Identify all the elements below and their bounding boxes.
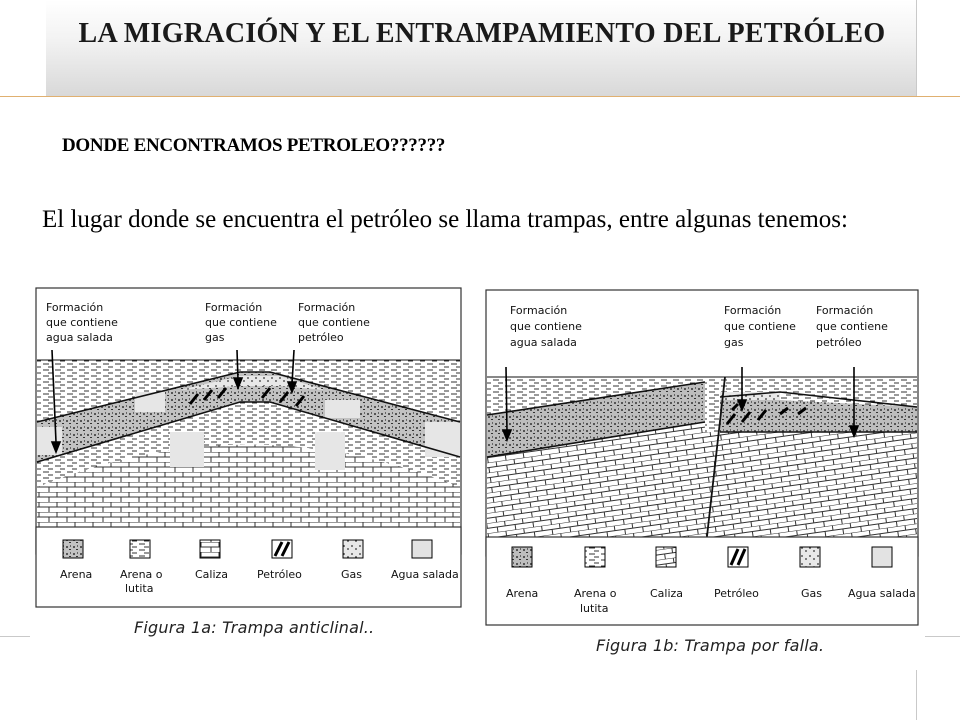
legend-label-salt-water: Agua salada (391, 568, 459, 581)
label-gas-line2: que contiene (205, 316, 277, 329)
label-water-line1: Formación (46, 301, 104, 314)
legend-label-salt-water: Agua salada (848, 587, 916, 600)
legend-label-gas: Gas (801, 587, 822, 600)
legend-swatch-gas (800, 547, 820, 567)
legend-label-sand: Arena (60, 568, 93, 581)
legend-swatch-limestone (200, 540, 220, 558)
label-oil-line1: Formación (816, 304, 874, 317)
legend-label-gas: Gas (341, 568, 362, 581)
page-title: LA MIGRACIÓN Y EL ENTRAMPAMIENTO DEL PETRÓLEO (78, 18, 886, 49)
legend-label-shale-1: Arena o (120, 568, 163, 581)
label-gas-line1: Formación (724, 304, 782, 317)
legend-label-oil: Petróleo (257, 568, 302, 581)
legend-label-limestone: Caliza (195, 568, 229, 581)
legend-swatch-salt-water (872, 547, 892, 567)
intro-paragraph: El lugar donde se encuentra el petróleo se llama trampas, entre algunas tenemos: (42, 206, 848, 233)
legend-swatch-shale (130, 540, 150, 558)
label-oil-line3: petróleo (298, 331, 344, 344)
legend-label-sand: Arena (506, 587, 539, 600)
bottom-left-line (0, 636, 30, 637)
legend-swatch-gas (343, 540, 363, 558)
figure-1a-caption: Figura 1a: Trampa anticlinal.. (134, 618, 375, 637)
legend-label-oil: Petróleo (714, 587, 759, 600)
legend-swatch-salt-water (412, 540, 432, 558)
label-gas-line3: gas (205, 331, 225, 344)
legend-swatch-oil (728, 547, 748, 567)
label-water-line2: que contiene (510, 320, 582, 333)
label-water-line3: agua salada (510, 336, 577, 349)
bottom-right-line (925, 636, 960, 637)
right-bottom-line (916, 670, 917, 720)
figure-anticline-trap (30, 272, 470, 640)
legend-swatch-oil (272, 540, 292, 558)
figure-fault-trap (480, 282, 925, 660)
title-rule (0, 96, 960, 97)
label-oil-line2: que contiene (298, 316, 370, 329)
legend-swatch-sand (63, 540, 83, 558)
label-water-line1: Formación (510, 304, 568, 317)
label-oil-line1: Formación (298, 301, 356, 314)
label-gas-line1: Formación (205, 301, 263, 314)
label-water-line2: que contiene (46, 316, 118, 329)
legend-label-shale-1: Arena o (574, 587, 617, 600)
label-gas-line2: que contiene (724, 320, 796, 333)
right-border-line (916, 0, 917, 97)
section-heading: DONDE ENCONTRAMOS PETROLEO?????? (62, 135, 446, 156)
legend-swatch-sand (512, 547, 532, 567)
legend-swatch-limestone (656, 547, 676, 567)
label-oil-line2: que contiene (816, 320, 888, 333)
legend-swatch-shale (585, 547, 605, 567)
figure-1b-caption: Figura 1b: Trampa por falla. (596, 636, 825, 655)
legend-label-shale-2: lutita (580, 602, 609, 615)
legend-label-limestone: Caliza (650, 587, 684, 600)
legend-label-shale-2: lutita (125, 582, 154, 595)
label-oil-line3: petróleo (816, 336, 862, 349)
label-water-line3: agua salada (46, 331, 113, 344)
label-gas-line3: gas (724, 336, 744, 349)
